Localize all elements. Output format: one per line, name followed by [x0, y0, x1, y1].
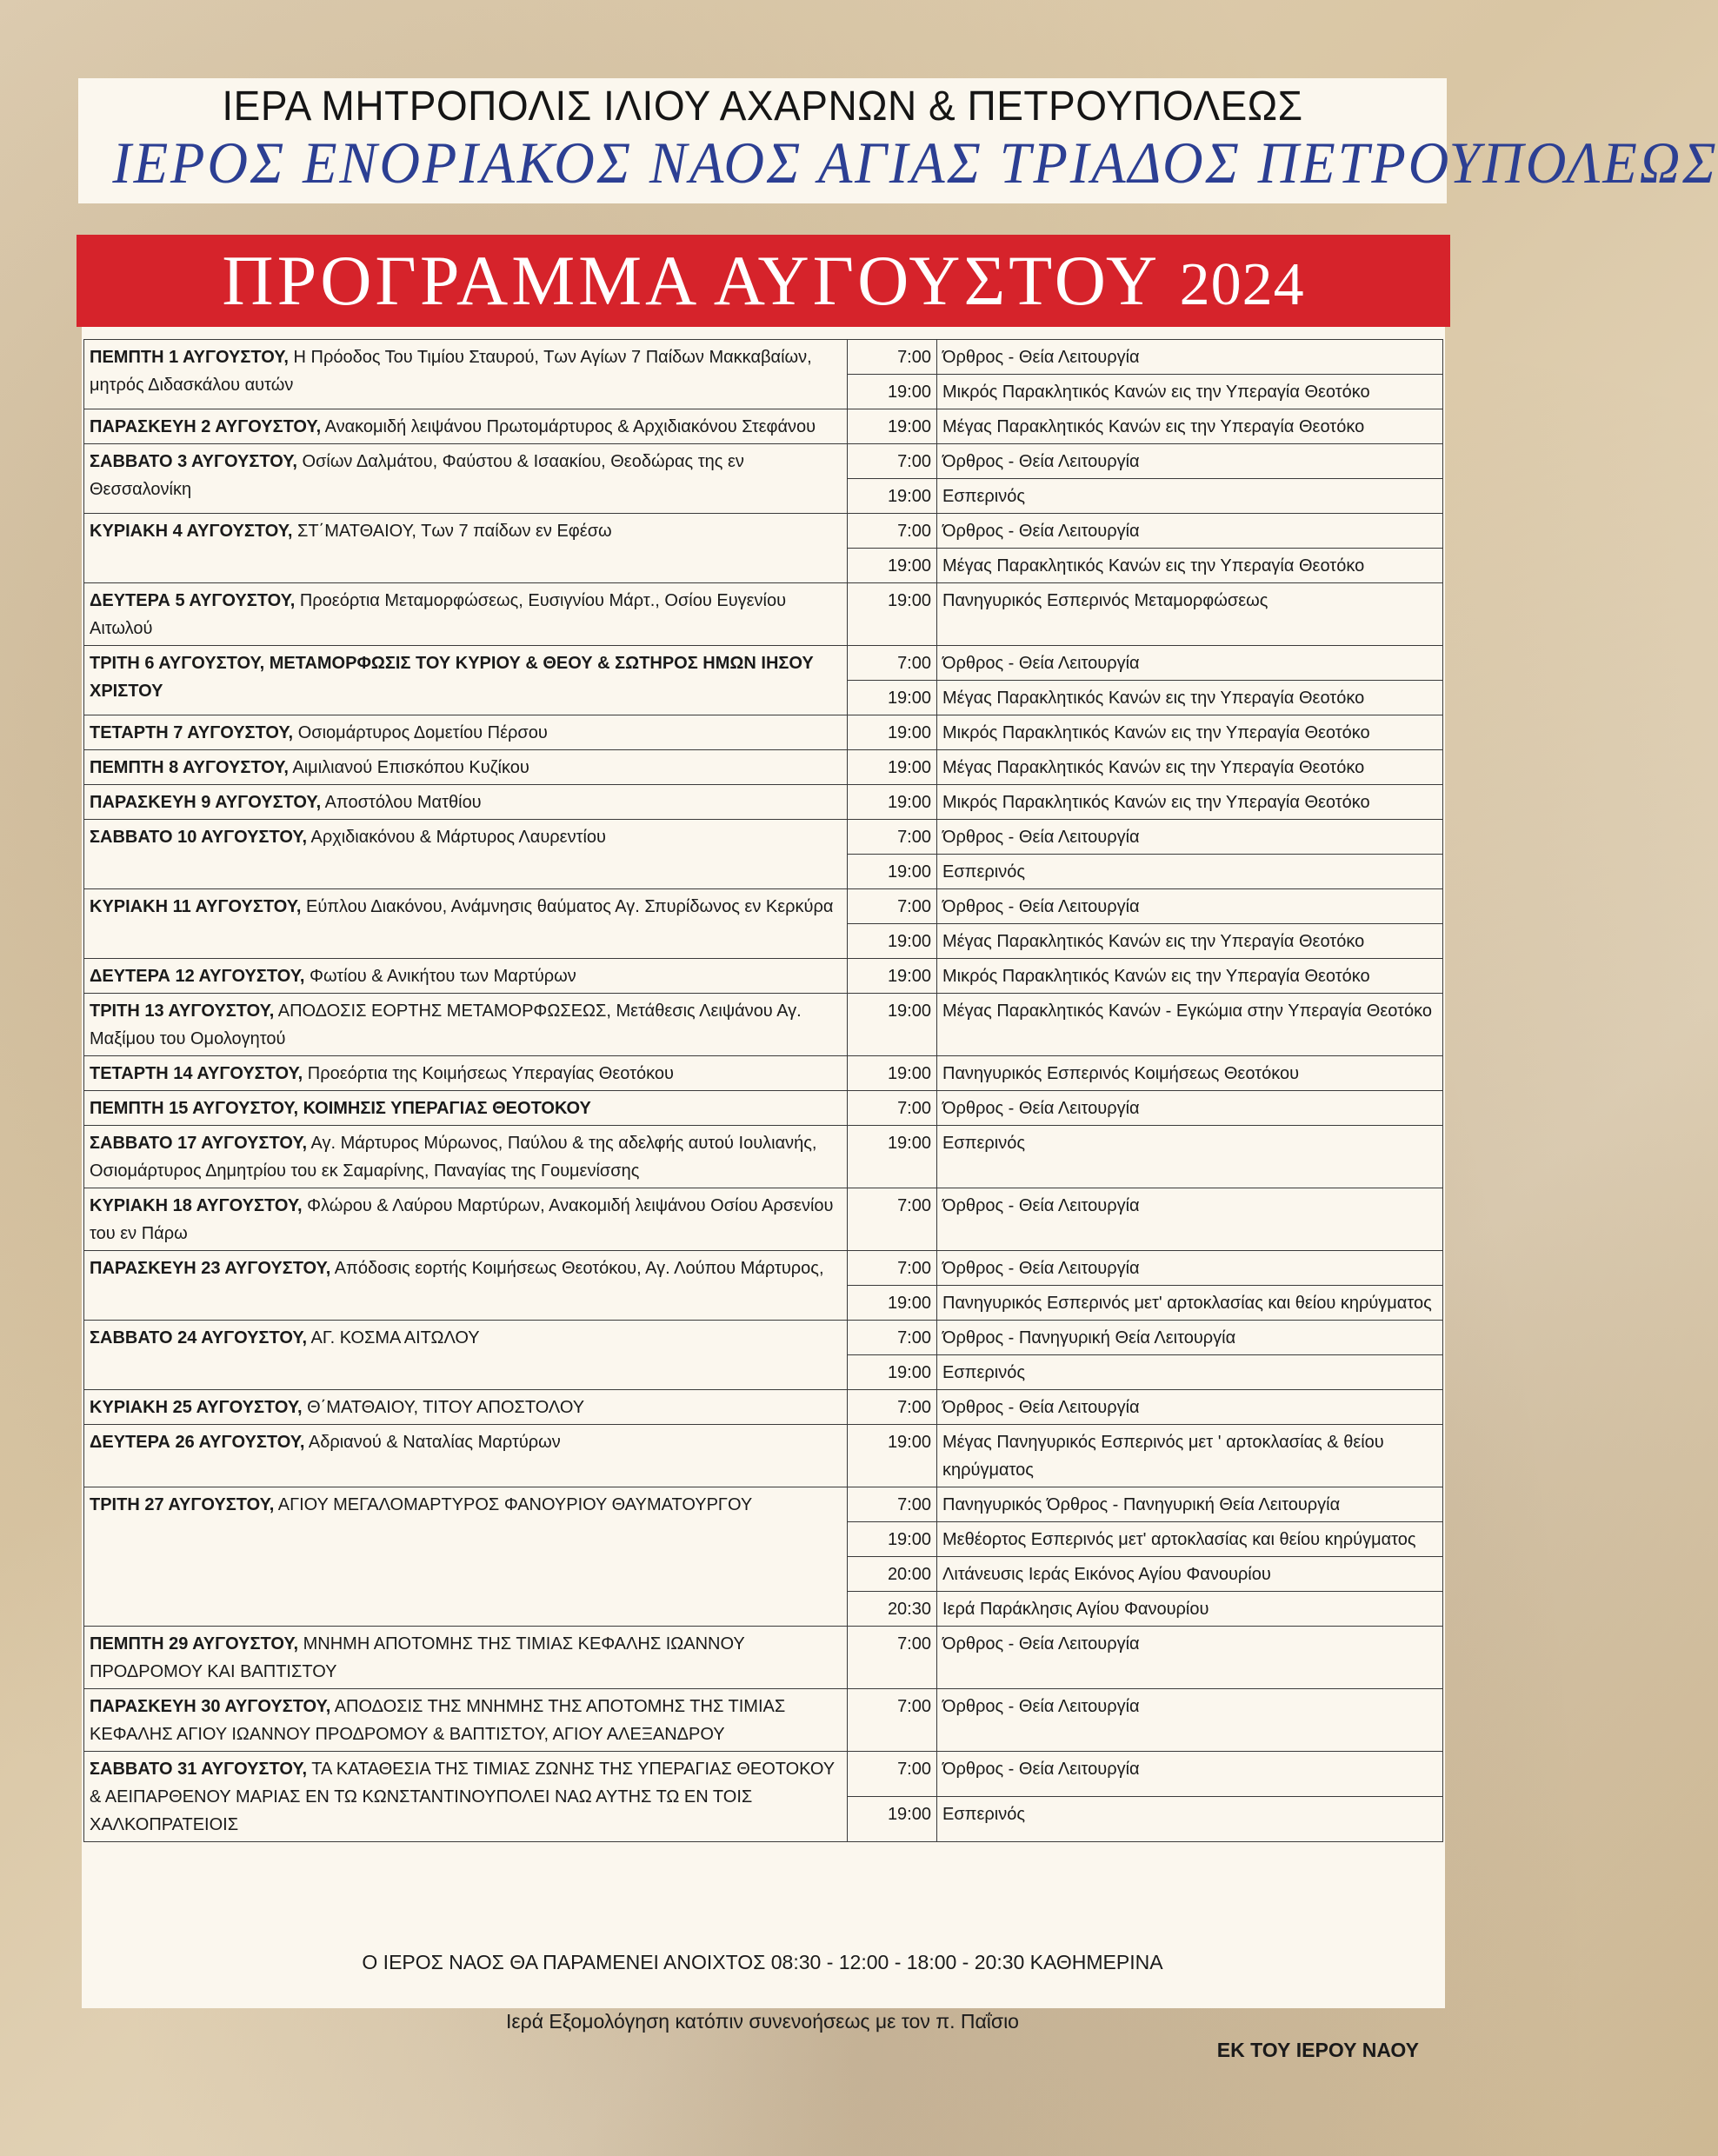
day-description: ΑΠΟΔΟΣΙΣ ΤΗΣ ΜΝΗΜΗΣ ΤΗΣ ΑΠΟΤΟΜΗΣ ΤΗΣ ΤΙΜΙΑΣ ΚΕΦΑΛΗΣ ΑΓΙΟΥ ΙΩΑΝΝΟΥ ΠΡΟΔΡΟΜΟΥ & ΒΑΠΤΙΣΤΟΥ, ΑΓΙΟΥ ΑΛΕΞΑΝΔΡΟΥ [90, 1697, 786, 1744]
day-cell [84, 444, 848, 514]
day-cell [84, 959, 848, 994]
service-time: 20:00 [848, 1557, 937, 1592]
service-name: Μέγας Παρακλητικός Κανών εις την Υπεραγία Θεοτόκο [937, 681, 1443, 715]
service-name: Μέγας Πανηγυρικός Εσπερινός μετ ' αρτοκλασίας & θείου κηρύγματος [937, 1425, 1443, 1487]
day-description: Εύπλου Διακόνου, Ανάμνησις θαύματος Αγ. Σπυρίδωνος εν Κερκύρα [305, 897, 834, 916]
service-name: Πανηγυρικός Εσπερινός μετ' αρτοκλασίας και θείου κηρύγματος [937, 1286, 1443, 1321]
day-description: Προεόρτια της Κοιμήσεως Υπεραγίας Θεοτόκου [307, 1064, 674, 1083]
table-row [84, 715, 1443, 750]
service-time: 7:00 [848, 820, 937, 855]
service-time: 7:00 [848, 340, 937, 375]
day-cell [84, 785, 848, 820]
day-cell [84, 820, 848, 889]
day-description: ΑΠΟΔΟΣΙΣ ΕΟΡΤΗΣ ΜΕΤΑΜΟΡΦΩΣΕΩΣ, Μετάθεσις Λειψάνου Αγ. Μαξίμου του Ομολογητού [90, 1001, 802, 1048]
service-time: 7:00 [848, 1321, 937, 1355]
day-description: Φλώρου & Λαύρου Μαρτύρων, Ανακομιδή λειψάνου Οσίου Αρσενίου του εν Πάρω [90, 1196, 834, 1243]
day-cell [84, 1091, 848, 1126]
table-row [84, 750, 1443, 785]
day-cell [84, 750, 848, 785]
service-time: 19:00 [848, 924, 937, 959]
day-cell [84, 646, 848, 715]
day-name: ΤΡΙΤΗ 6 ΑΥΓΟΥΣΤΟΥ, [90, 654, 265, 673]
day-name: ΚΥΡΙΑΚΗ 11 ΑΥΓΟΥΣΤΟΥ, [90, 897, 302, 916]
service-name: Όρθρος - Θεία Λειτουργία [937, 646, 1443, 681]
service-name: Όρθρος - Θεία Λειτουργία [937, 444, 1443, 479]
day-description: ΜΝΗΜΗ ΑΠΟΤΟΜΗΣ ΤΗΣ ΤΙΜΙΑΣ ΚΕΦΑΛΗΣ ΙΩΑΝΝΟΥ ΠΡΟΔΡΟΜΟΥ ΚΑΙ ΒΑΠΤΙΣΤΟΥ [90, 1634, 745, 1681]
service-name: Όρθρος - Πανηγυρική Θεία Λειτουργία [937, 1321, 1443, 1355]
confession-note: Ιερά Εξομολόγηση κατόπιν συνενοήσεως με τον π. Παΐσιο [506, 2010, 1019, 2033]
service-name: Πανηγυρικός Εσπερινός Κοιμήσεως Θεοτόκου [937, 1056, 1443, 1091]
service-time: 7:00 [848, 1091, 937, 1126]
table-row [84, 1091, 1443, 1126]
service-name: Όρθρος - Θεία Λειτουργία [937, 1188, 1443, 1251]
service-name: Πανηγυρικός Όρθρος - Πανηγυρική Θεία Λειτουργία [937, 1487, 1443, 1522]
table-row [84, 1056, 1443, 1091]
day-description: Αποστόλου Ματθίου [324, 793, 482, 812]
day-description: Ανακομιδή λειψάνου Πρωτομάρτυρος & Αρχιδιακόνου Στεφάνου [324, 417, 816, 436]
day-cell [84, 1056, 848, 1091]
service-time: 19:00 [848, 1797, 937, 1842]
service-name: Όρθρος - Θεία Λειτουργία [937, 1689, 1443, 1752]
day-cell [84, 1321, 848, 1390]
day-cell [84, 715, 848, 750]
service-time: 19:00 [848, 750, 937, 785]
signature: ΕΚ ΤΟΥ ΙΕΡΟΥ ΝΑΟΥ [1216, 2039, 1419, 2061]
service-time: 19:00 [848, 959, 937, 994]
day-description: ΤΑ ΚΑΤΑΘΕΣΙΑ ΤΗΣ ΤΙΜΙΑΣ ΖΩΝΗΣ ΤΗΣ ΥΠΕΡΑΓΙΑΣ ΘΕΟΤΟΚΟΥ & ΑΕΙΠΑΡΘΕΝΟΥ ΜΑΡΙΑΣ ΕΝ ΤΩ ΚΩΝΣΤΑΝΤΙΝΟΥΠΟΛΕΙ ΝΑΩ ΑΥΤΗΣ ΤΩ ΕΝ ΤΟΙΣ ΧΑΛΚΟΠΡΑΤΕΙΟΙΣ [90, 1760, 835, 1834]
day-name: ΠΑΡΑΣΚΕΥΗ 9 ΑΥΓΟΥΣΤΟΥ, [90, 793, 322, 812]
service-name: Ιερά Παράκλησις Αγίου Φανουρίου [937, 1592, 1443, 1627]
service-time: 7:00 [848, 1752, 937, 1797]
day-name: ΣΑΒΒΑΤΟ 24 ΑΥΓΟΥΣΤΟΥ, [90, 1328, 308, 1348]
service-time: 7:00 [848, 514, 937, 549]
service-name: Όρθρος - Θεία Λειτουργία [937, 820, 1443, 855]
service-time: 20:30 [848, 1592, 937, 1627]
table-row [84, 889, 1443, 924]
day-name: ΣΑΒΒΑΤΟ 10 ΑΥΓΟΥΣΤΟΥ, [90, 828, 308, 847]
day-name: ΤΡΙΤΗ 13 ΑΥΓΟΥΣΤΟΥ, [90, 1001, 275, 1021]
service-time: 19:00 [848, 1286, 937, 1321]
day-name: ΠΕΜΠΤΗ 8 ΑΥΓΟΥΣΤΟΥ, [90, 758, 289, 777]
table-row [84, 646, 1443, 681]
service-time: 7:00 [848, 646, 937, 681]
day-cell [84, 1390, 848, 1425]
service-name: Όρθρος - Θεία Λειτουργία [937, 1251, 1443, 1286]
day-cell [84, 1627, 848, 1689]
banner-title [77, 240, 1450, 322]
day-description: Φωτίου & Ανικήτου των Μαρτύρων [309, 967, 576, 986]
service-name: Εσπερινός [937, 1126, 1443, 1188]
day-description: Αγ. Μάρτυρος Μύρωνος, Παύλου & της αδελφής αυτού Ιουλιανής, Οσιομάρτυρος Δημητρίου του εκ Σαμαρίνης, Παναγίας της Γουμενίσσης [90, 1134, 817, 1181]
service-time: 19:00 [848, 1126, 937, 1188]
day-cell [84, 1188, 848, 1251]
day-name: ΠΑΡΑΣΚΕΥΗ 30 ΑΥΓΟΥΣΤΟΥ, [90, 1697, 331, 1716]
service-name: Λιτάνευσις Ιεράς Εικόνος Αγίου Φανουρίου [937, 1557, 1443, 1592]
header-box [78, 78, 1718, 203]
service-name: Μέγας Παρακλητικός Κανών εις την Υπεραγία Θεοτόκο [937, 924, 1443, 959]
day-cell [84, 340, 848, 409]
day-name: ΠΕΜΠΤΗ 15 ΑΥΓΟΥΣΤΟΥ, [90, 1099, 299, 1118]
day-cell [84, 1487, 848, 1627]
day-description: Οσιομάρτυρος Δομετίου Πέρσου [297, 723, 548, 742]
day-cell [84, 514, 848, 583]
day-description: Προεόρτια Μεταμορφώσεως, Ευσιγνίου Μάρτ., Οσίου Ευγενίου Αιτωλού [90, 591, 787, 638]
service-name: Εσπερινός [937, 855, 1443, 889]
table-row [84, 1627, 1443, 1689]
program-banner [77, 235, 1450, 327]
day-cell [84, 889, 848, 959]
day-description: ΚΟΙΜΗΣΙΣ ΥΠΕΡΑΓΙΑΣ ΘΕΟΤΟΚΟΥ [303, 1099, 591, 1118]
service-name: Μέγας Παρακλητικός Κανών εις την Υπεραγία Θεοτόκο [937, 549, 1443, 583]
service-time: 19:00 [848, 375, 937, 409]
service-name: Μικρός Παρακλητικός Κανών εις την Υπεραγία Θεοτόκο [937, 959, 1443, 994]
table-row [84, 959, 1443, 994]
service-time: 7:00 [848, 889, 937, 924]
day-name: ΚΥΡΙΑΚΗ 4 ΑΥΓΟΥΣΤΟΥ, [90, 522, 293, 541]
table-row [84, 1689, 1443, 1752]
service-time: 19:00 [848, 583, 937, 646]
service-time: 19:00 [848, 1522, 937, 1557]
schedule-table [83, 339, 1443, 1842]
service-time: 7:00 [848, 444, 937, 479]
table-row [84, 785, 1443, 820]
day-description: ΣΤ΄ΜΑΤΘΑΙΟΥ, Των 7 παίδων εν Εφέσω [296, 522, 612, 541]
parish-title: ΙΕΡΟΣ ΕΝΟΡΙΑΚΟΣ ΝΑΟΣ ΑΓΙΑΣ ΤΡΙΑΔΟΣ ΠΕΤΡΟΥΠΟΛΕΩΣ [112, 130, 1718, 196]
day-name: ΣΑΒΒΑΤΟ 31 ΑΥΓΟΥΣΤΟΥ, [90, 1760, 308, 1779]
table-row [84, 994, 1443, 1056]
service-time: 19:00 [848, 1425, 937, 1487]
table-row [84, 1487, 1443, 1522]
day-description: ΜΕΤΑΜΟΡΦΩΣΙΣ ΤΟΥ ΚΥΡΙΟΥ & ΘΕΟΥ & ΣΩΤΗΡΟΣ ΗΜΩΝ ΙΗΣΟΥ ΧΡΙΣΤΟΥ [90, 654, 814, 701]
service-time: 7:00 [848, 1251, 937, 1286]
day-name: ΠΕΜΠΤΗ 29 ΑΥΓΟΥΣΤΟΥ, [90, 1634, 299, 1654]
day-name: ΤΕΤΑΡΤΗ 7 ΑΥΓΟΥΣΤΟΥ, [90, 723, 294, 742]
day-name: ΔΕΥΤΕΡΑ 5 ΑΥΓΟΥΣΤΟΥ, [90, 591, 296, 610]
table-row [84, 1251, 1443, 1286]
service-name: Μικρός Παρακλητικός Κανών εις την Υπεραγία Θεοτόκο [937, 715, 1443, 750]
day-description: Αδριανού & Ναταλίας Μαρτύρων [308, 1433, 561, 1452]
table-row [84, 444, 1443, 479]
day-description: ΑΓ. ΚΟΣΜΑ ΑΙΤΩΛΟΥ [310, 1328, 480, 1348]
service-time: 7:00 [848, 1627, 937, 1689]
day-description: Οσίων Δαλμάτου, Φαύστου & Ισαακίου, Θεοδώρας της εν Θεσσαλονίκη [90, 452, 744, 499]
banner-title-text: ΠΡΟΓΡΑΜΜΑ ΑΥΓΟΥΣΤΟΥ [222, 241, 1159, 320]
service-name: Όρθρος - Θεία Λειτουργία [937, 1627, 1443, 1689]
table-row [84, 340, 1443, 375]
service-time: 19:00 [848, 479, 937, 514]
day-cell [84, 1752, 848, 1842]
metropolis-title: ΙΕΡΑ ΜΗΤΡΟΠΟΛΙΣ ΙΛΙΟΥ ΑΧΑΡΝΩΝ & ΠΕΤΡΟΥΠΟΛΕΩΣ [222, 81, 1303, 130]
banner-year: 2024 [1179, 251, 1305, 318]
table-row [84, 1321, 1443, 1355]
service-name: Μεθέορτος Εσπερινός μετ' αρτοκλασίας και θείου κηρύγματος [937, 1522, 1443, 1557]
service-time: 19:00 [848, 409, 937, 444]
table-row [84, 514, 1443, 549]
table-row [84, 1126, 1443, 1188]
table-row [84, 1752, 1443, 1797]
service-name: Εσπερινός [937, 479, 1443, 514]
service-name: Μικρός Παρακλητικός Κανών εις την Υπεραγία Θεοτόκο [937, 375, 1443, 409]
service-time: 19:00 [848, 681, 937, 715]
day-description: Η Πρόοδος Του Τιμίου Σταυρού, Των Αγίων 7 Παίδων Μακκαβαίων, μητρός Διδασκάλου αυτών [90, 348, 812, 395]
day-name: ΤΡΙΤΗ 27 ΑΥΓΟΥΣΤΟΥ, [90, 1495, 275, 1514]
service-name: Μέγας Παρακλητικός Κανών εις την Υπεραγία Θεοτόκο [937, 750, 1443, 785]
day-cell [84, 1251, 848, 1321]
service-time: 19:00 [848, 1056, 937, 1091]
service-name: Εσπερινός [937, 1797, 1443, 1842]
opening-hours-note: Ο ΙΕΡΟΣ ΝΑΟΣ ΘΑ ΠΑΡΑΜΕΝΕΙ ΑΝΟΙΧΤΟΣ 08:30 - 12:00 - 18:00 - 20:30 ΚΑΘΗΜΕΡΙΝΑ [362, 1951, 1163, 1973]
day-cell [84, 583, 848, 646]
service-time: 19:00 [848, 855, 937, 889]
service-time: 7:00 [848, 1487, 937, 1522]
day-name: ΚΥΡΙΑΚΗ 18 ΑΥΓΟΥΣΤΟΥ, [90, 1196, 303, 1215]
service-name: Μέγας Παρακλητικός Κανών εις την Υπεραγία Θεοτόκο [937, 409, 1443, 444]
service-name: Πανηγυρικός Εσπερινός Μεταμορφώσεως [937, 583, 1443, 646]
day-name: ΔΕΥΤΕΡΑ 26 ΑΥΓΟΥΣΤΟΥ, [90, 1433, 305, 1452]
service-time: 19:00 [848, 785, 937, 820]
day-name: ΠΑΡΑΣΚΕΥΗ 2 ΑΥΓΟΥΣΤΟΥ, [90, 417, 322, 436]
day-description: Αρχιδιακόνου & Μάρτυρος Λαυρεντίου [310, 828, 606, 847]
day-description: ΑΓΙΟΥ ΜΕΓΑΛΟΜΑΡΤΥΡΟΣ ΦΑΝΟΥΡΙΟΥ ΘΑΥΜΑΤΟΥΡΓΟΥ [277, 1495, 753, 1514]
day-cell [84, 409, 848, 444]
service-time: 19:00 [848, 715, 937, 750]
day-name: ΣΑΒΒΑΤΟ 3 ΑΥΓΟΥΣΤΟΥ, [90, 452, 297, 471]
day-name: ΠΕΜΠΤΗ 1 ΑΥΓΟΥΣΤΟΥ, [90, 348, 289, 367]
table-row [84, 820, 1443, 855]
day-name: ΠΑΡΑΣΚΕΥΗ 23 ΑΥΓΟΥΣΤΟΥ, [90, 1259, 331, 1278]
day-description: Απόδοσις εορτής Κοιμήσεως Θεοτόκου, Αγ. Λούπου Μάρτυρος, [334, 1259, 824, 1278]
service-name: Όρθρος - Θεία Λειτουργία [937, 514, 1443, 549]
service-name: Όρθρος - Θεία Λειτουργία [937, 1752, 1443, 1797]
table-row [84, 1188, 1443, 1251]
service-name: Όρθρος - Θεία Λειτουργία [937, 1091, 1443, 1126]
day-name: ΤΕΤΑΡΤΗ 14 ΑΥΓΟΥΣΤΟΥ, [90, 1064, 303, 1083]
day-name: ΚΥΡΙΑΚΗ 25 ΑΥΓΟΥΣΤΟΥ, [90, 1398, 303, 1417]
day-name: ΣΑΒΒΑΤΟ 17 ΑΥΓΟΥΣΤΟΥ, [90, 1134, 308, 1153]
service-time: 7:00 [848, 1188, 937, 1251]
schedule-body [84, 340, 1443, 1842]
day-cell [84, 1689, 848, 1752]
service-name: Εσπερινός [937, 1355, 1443, 1390]
service-time: 19:00 [848, 549, 937, 583]
service-name: Όρθρος - Θεία Λειτουργία [937, 340, 1443, 375]
day-description: Αιμιλιανού Επισκόπου Κυζίκου [292, 758, 529, 777]
day-cell [84, 1126, 848, 1188]
service-name: Μικρός Παρακλητικός Κανών εις την Υπεραγία Θεοτόκο [937, 785, 1443, 820]
table-row [84, 1390, 1443, 1425]
service-name: Όρθρος - Θεία Λειτουργία [937, 1390, 1443, 1425]
day-cell [84, 1425, 848, 1487]
service-name: Όρθρος - Θεία Λειτουργία [937, 889, 1443, 924]
service-time: 7:00 [848, 1689, 937, 1752]
day-description: Θ΄ΜΑΤΘΑΙΟΥ, ΤΙΤΟΥ ΑΠΟΣΤΟΛΟΥ [307, 1398, 585, 1417]
table-row [84, 583, 1443, 646]
day-name: ΔΕΥΤΕΡΑ 12 ΑΥΓΟΥΣΤΟΥ, [90, 967, 305, 986]
table-row [84, 409, 1443, 444]
service-name: Μέγας Παρακλητικός Κανών - Εγκώμια στην Υπεραγία Θεοτόκο [937, 994, 1443, 1056]
day-cell [84, 994, 848, 1056]
service-time: 19:00 [848, 1355, 937, 1390]
service-time: 19:00 [848, 994, 937, 1056]
table-row [84, 1425, 1443, 1487]
service-time: 7:00 [848, 1390, 937, 1425]
